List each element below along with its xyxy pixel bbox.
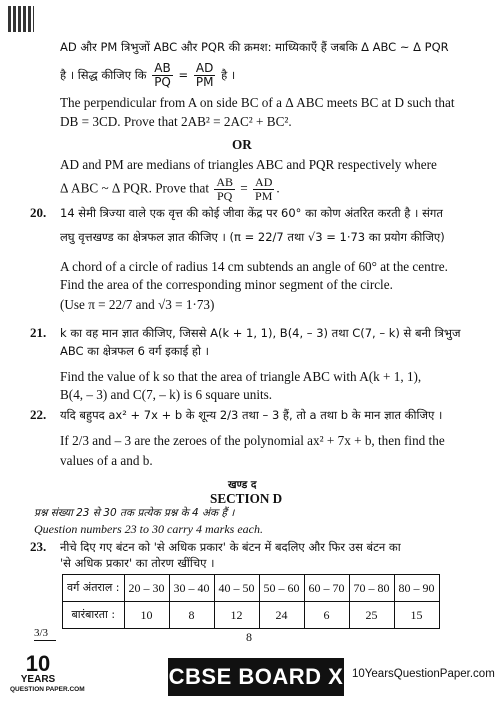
table-cell: 80 – 90 <box>394 575 439 602</box>
q20-hindi-line2: लघु वृत्तखण्ड का क्षेत्रफल ज्ञात कीजिए । (π = 22/7 तथा √3 = 1·73 का प्रयोग कीजिए) <box>60 230 445 244</box>
question-number-21: 21. <box>30 325 47 340</box>
footer-banner <box>0 652 496 702</box>
section-note-hindi: प्रश्न संख्या 23 से 30 तक प्रत्येक प्रश्न के 4 अंक हैं । <box>34 507 235 519</box>
q21-english-line1: Find the value of k so that the area of triangle ABC with A(k + 1, 1), <box>60 369 422 384</box>
table-cell: 12 <box>214 602 259 629</box>
logo <box>10 651 85 694</box>
table-cell: 15 <box>394 602 439 629</box>
table-cell: 60 – 70 <box>304 575 349 602</box>
table-cell: 10 <box>124 602 169 629</box>
board-banner: CBSE BOARD X <box>168 658 344 696</box>
table-cell: 20 – 30 <box>124 575 169 602</box>
site-url: 10YearsQuestionPaper.com <box>352 668 495 680</box>
or-separator: OR <box>232 137 252 152</box>
table-row-label: बारंबारता : <box>63 602 125 629</box>
q20-hindi-line1: 14 सेमी त्रिज्या वाले एक वृत्त की कोई जीवा केंद्र पर 60° का कोण अंतरित करती है । संगत <box>60 206 443 220</box>
qr-code-icon <box>8 6 34 32</box>
section-title-hindi: खण्ड द <box>228 479 257 491</box>
table-cell: 24 <box>259 602 304 629</box>
q23-hindi-line2: 'से अधिक प्रकार' का तोरण खींचिए । <box>60 556 215 570</box>
page-code-underline <box>34 640 56 641</box>
q22-english-line2: values of a and b. <box>60 453 153 468</box>
q20-english-line1: A chord of a circle of radius 14 cm subtends an angle of 60° at the centre. <box>60 259 448 274</box>
q22-english-line1: If 2/3 and – 3 are the zeroes of the polynomial ax² + 7x + b, then find the <box>60 433 445 448</box>
question-number-20: 20. <box>30 205 47 220</box>
table-cell: 50 – 60 <box>259 575 304 602</box>
q21-hindi-line1: k का वह मान ज्ञात कीजिए, जिससे A(k + 1, 1), B(4, – 3) तथा C(7, – k) से बनी त्रिभुज <box>60 326 461 340</box>
table-row <box>63 575 440 602</box>
section-title-english: SECTION D <box>210 491 283 506</box>
section-note-english: Question numbers 23 to 30 carry 4 marks each. <box>34 522 263 536</box>
q19-hindi-line1: AD और PM त्रिभुजों ABC और PQR की क्रमश: माध्यिकाएँ हैं जबकि Δ ABC ~ Δ PQR <box>60 40 449 54</box>
q19-hindi-line2: है । सिद्ध कीजिए कि $\frac{AB}{PQ}$ = $\frac{AD}{PM}$ है । <box>60 61 236 89</box>
q22-hindi-line1: यदि बहुपद ax² + 7x + b के शून्य 2/3 तथा – 3 हैं, तो a तथा b के मान ज्ञात कीजिए । <box>60 408 443 422</box>
fraction-ad-pm: $\frac{AD}{PM}$ <box>195 61 214 89</box>
fraction-ad-pm-2: $\frac{AD}{PM}$ <box>255 175 273 203</box>
frequency-table <box>62 574 440 629</box>
table-cell: 40 – 50 <box>214 575 259 602</box>
table-row <box>63 602 440 629</box>
logo-subtitle: QUESTION PAPER.COM <box>10 686 85 693</box>
logo-years: YEARS <box>20 674 56 685</box>
fraction-ab-pq-2: $\frac{AB}{PQ}$ <box>216 175 233 203</box>
fraction-ab-pq: $\frac{AB}{PQ}$ <box>154 61 171 89</box>
question-number-23: 23. <box>30 539 47 554</box>
table-cell: 6 <box>304 602 349 629</box>
page-number: 8 <box>246 630 252 644</box>
q19-english-line3: AD and PM are medians of triangles ABC and PQR respectively where <box>60 157 437 172</box>
question-number-22: 22. <box>30 407 47 422</box>
q21-english-line2: B(4, – 3) and C(7, – k) is 6 square units. <box>60 387 273 402</box>
q19-english-line4: Δ ABC ~ Δ PQR. Prove that $\frac{AB}{PQ}$ = $\frac{AD}{PM}$ . <box>60 175 280 203</box>
table-cell: 30 – 40 <box>169 575 214 602</box>
table-cell: 8 <box>169 602 214 629</box>
table-row-label: वर्ग अंतराल : <box>63 575 125 602</box>
page-code: 3/3 <box>34 627 49 639</box>
q20-english-line2: Find the area of the corresponding minor segment of the circle. <box>60 277 393 292</box>
q20-english-line3: (Use π = 22/7 and √3 = 1·73) <box>60 297 215 312</box>
table-cell: 25 <box>349 602 394 629</box>
q19-english-line2: DB = 3CD. Prove that 2AB² = 2AC² + BC². <box>60 114 292 129</box>
q19-english-line1: The perpendicular from A on side BC of a Δ ABC meets BC at D such that <box>60 95 455 110</box>
q21-hindi-line2: ABC का क्षेत्रफल 6 वर्ग इकाई हो । <box>60 344 209 358</box>
q23-hindi-line1: नीचे दिए गए बंटन को 'से अधिक प्रकार' के बंटन में बदलिए और फिर उस बंटन का <box>60 540 401 554</box>
table-cell: 70 – 80 <box>349 575 394 602</box>
logo-number: 10 <box>25 651 51 676</box>
